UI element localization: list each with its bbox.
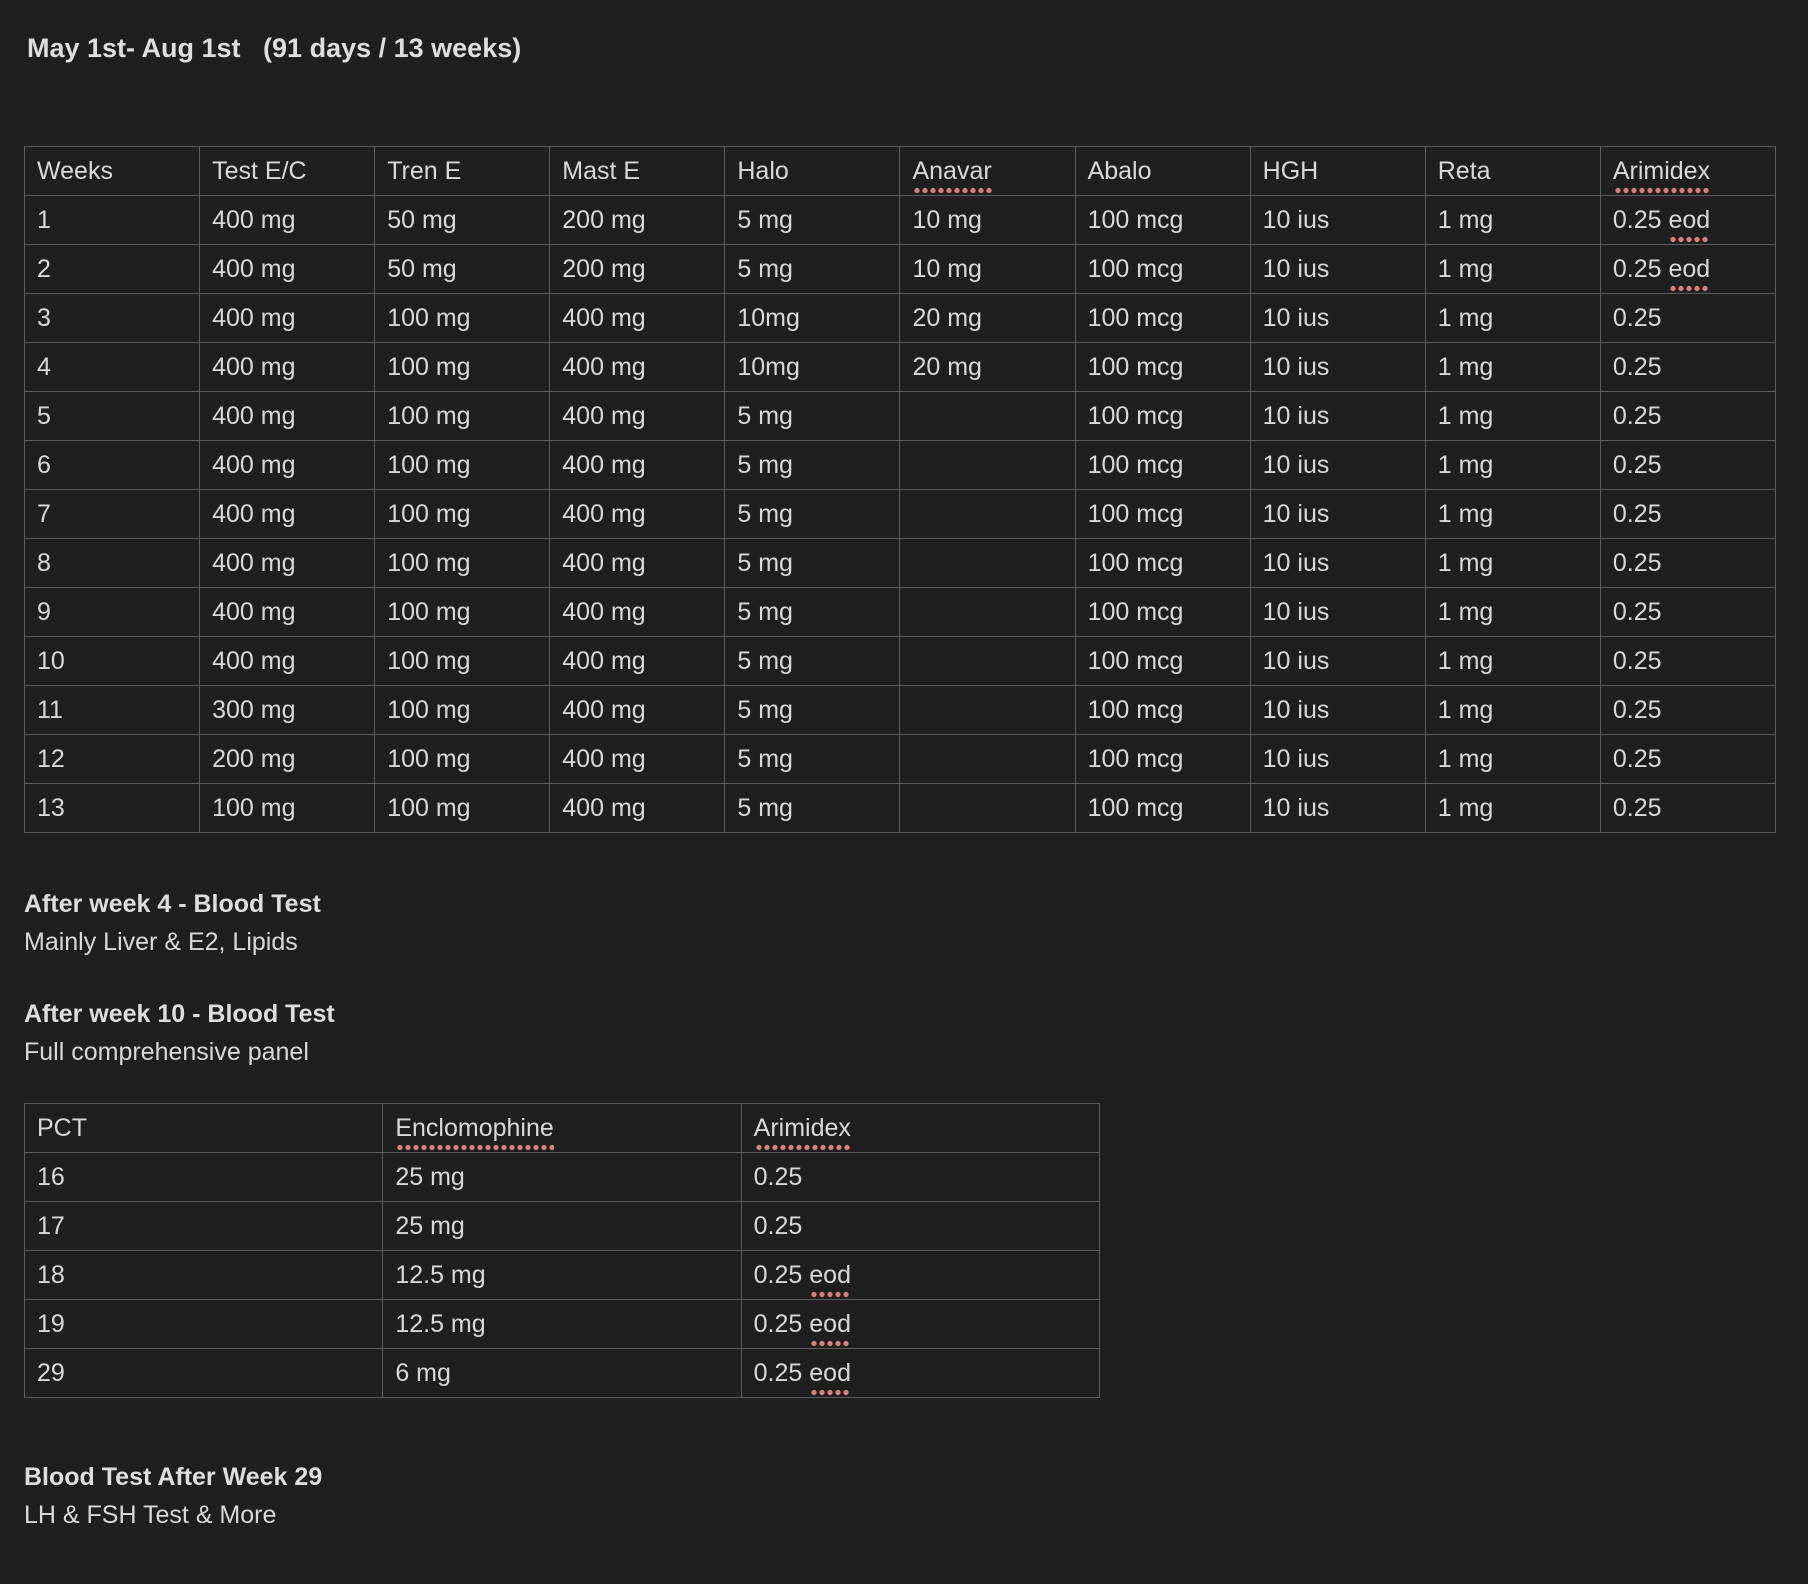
table-cell: 5 mg xyxy=(725,245,900,294)
table-cell: 5 mg xyxy=(725,784,900,833)
table-cell: 100 mcg xyxy=(1075,245,1250,294)
table-cell xyxy=(900,539,1075,588)
table-cell: 10mg xyxy=(725,294,900,343)
table-cell: 1 mg xyxy=(1425,539,1600,588)
table-cell: 200 mg xyxy=(550,245,725,294)
blood-test-note-week10 xyxy=(24,995,1784,1071)
table-cell: 100 mg xyxy=(375,686,550,735)
table-cell: 100 mg xyxy=(375,294,550,343)
table-cell: 400 mg xyxy=(200,588,375,637)
table-row xyxy=(25,539,1776,588)
table-cell: 400 mg xyxy=(550,343,725,392)
table-cell: 25 mg xyxy=(383,1202,741,1251)
table-row xyxy=(25,343,1776,392)
table-row xyxy=(25,1202,1100,1251)
table-cell: 10 ius xyxy=(1250,245,1425,294)
table-row xyxy=(25,245,1776,294)
table-cell: 10 ius xyxy=(1250,392,1425,441)
table-cell: 0.25 xyxy=(1600,294,1775,343)
column-header: Test E/C xyxy=(200,147,375,196)
table-row xyxy=(25,1153,1100,1202)
table-cell: 400 mg xyxy=(200,392,375,441)
note-title: After week 4 - Blood Test xyxy=(24,890,321,918)
table-cell: 100 mg xyxy=(375,539,550,588)
table-cell: 100 mcg xyxy=(1075,343,1250,392)
table-cell: 50 mg xyxy=(375,245,550,294)
table-cell: 400 mg xyxy=(550,735,725,784)
table-cell: 12 xyxy=(25,735,200,784)
table-cell: 1 mg xyxy=(1425,294,1600,343)
note-title: Blood Test After Week 29 xyxy=(24,1463,323,1491)
table-cell: 20 mg xyxy=(900,343,1075,392)
table-cell: 17 xyxy=(25,1202,383,1251)
note-body: LH & FSH Test & More xyxy=(24,1501,277,1529)
table-cell: 0.25 xyxy=(741,1153,1099,1202)
table-cell: 100 mcg xyxy=(1075,392,1250,441)
table-row xyxy=(25,637,1776,686)
table-cell: 5 mg xyxy=(725,539,900,588)
table-cell: 50 mg xyxy=(375,196,550,245)
page-title: May 1st- Aug 1st (91 days / 13 weeks) xyxy=(27,33,522,63)
column-header xyxy=(1600,147,1775,196)
table-cell: 100 mcg xyxy=(1075,735,1250,784)
table-cell: 200 mg xyxy=(200,735,375,784)
table-cell: 0.25 xyxy=(1600,784,1775,833)
table-cell: 0.25 xyxy=(741,1202,1099,1251)
table-cell: 18 xyxy=(25,1251,383,1300)
column-header: Weeks xyxy=(25,147,200,196)
table-cell: 8 xyxy=(25,539,200,588)
table-cell: 100 mcg xyxy=(1075,588,1250,637)
column-header xyxy=(741,1104,1099,1153)
table-cell: 400 mg xyxy=(550,392,725,441)
table-cell: 0.25 eod xyxy=(1600,245,1775,294)
table-cell: 3 xyxy=(25,294,200,343)
table-cell: 9 xyxy=(25,588,200,637)
table-cell: 2 xyxy=(25,245,200,294)
table-cell: 400 mg xyxy=(200,637,375,686)
table-cell: 1 mg xyxy=(1425,343,1600,392)
table-cell: 400 mg xyxy=(200,294,375,343)
table-cell: 400 mg xyxy=(550,539,725,588)
table-cell: 0.25 xyxy=(1600,588,1775,637)
table-cell: 100 mcg xyxy=(1075,196,1250,245)
table-cell: 100 mg xyxy=(375,441,550,490)
table-cell: 100 mcg xyxy=(1075,490,1250,539)
cycle-schedule-table xyxy=(24,146,1776,833)
table-row xyxy=(25,784,1776,833)
table-cell: 400 mg xyxy=(200,490,375,539)
table-row xyxy=(25,1300,1100,1349)
pct-schedule-table xyxy=(24,1103,1100,1398)
table-cell: 10 ius xyxy=(1250,490,1425,539)
column-header: Mast E xyxy=(550,147,725,196)
table-cell: 6 xyxy=(25,441,200,490)
table-cell: 1 mg xyxy=(1425,392,1600,441)
misspelled-word: Arimidex xyxy=(1613,157,1710,194)
table-cell xyxy=(900,784,1075,833)
table-cell: 12.5 mg xyxy=(383,1300,741,1349)
column-header xyxy=(383,1104,741,1153)
table-cell: 10 ius xyxy=(1250,735,1425,784)
table-cell: 400 mg xyxy=(200,343,375,392)
column-header: HGH xyxy=(1250,147,1425,196)
table-cell xyxy=(900,441,1075,490)
misspelled-word: Arimidex xyxy=(754,1114,851,1151)
column-header xyxy=(900,147,1075,196)
table-cell xyxy=(900,392,1075,441)
table-cell: 100 mg xyxy=(375,490,550,539)
table-cell: 100 mcg xyxy=(1075,441,1250,490)
table-cell: 5 mg xyxy=(725,392,900,441)
table-cell: 1 mg xyxy=(1425,441,1600,490)
table-row xyxy=(25,686,1776,735)
table-cell: 100 mg xyxy=(375,784,550,833)
table-cell: 25 mg xyxy=(383,1153,741,1202)
table-cell: 1 mg xyxy=(1425,490,1600,539)
misspelled-word: eod xyxy=(809,1310,851,1347)
table-cell: 6 mg xyxy=(383,1349,741,1398)
table-cell: 100 mcg xyxy=(1075,539,1250,588)
note-title: After week 10 - Blood Test xyxy=(24,1000,335,1028)
table-cell: 400 mg xyxy=(550,441,725,490)
table-cell: 0.25 xyxy=(1600,441,1775,490)
table-cell: 400 mg xyxy=(550,784,725,833)
table-row xyxy=(25,196,1776,245)
blood-test-note-week4 xyxy=(24,885,1784,961)
table-cell: 16 xyxy=(25,1153,383,1202)
column-header: Halo xyxy=(725,147,900,196)
table-cell: 100 mg xyxy=(375,588,550,637)
note-body: Mainly Liver & E2, Lipids xyxy=(24,928,298,956)
misspelled-word: Anavar xyxy=(912,157,991,194)
table-cell: 5 mg xyxy=(725,196,900,245)
table-cell: 1 mg xyxy=(1425,784,1600,833)
table-cell: 400 mg xyxy=(200,539,375,588)
misspelled-word: eod xyxy=(809,1261,851,1298)
header-row xyxy=(25,1104,1100,1153)
table-cell: 100 mg xyxy=(375,392,550,441)
table-cell: 0.25 xyxy=(1600,539,1775,588)
table-cell: 100 mg xyxy=(200,784,375,833)
table-cell: 1 mg xyxy=(1425,245,1600,294)
table-cell: 0.25 xyxy=(1600,686,1775,735)
table-cell: 0.25 xyxy=(1600,637,1775,686)
table-cell: 10 ius xyxy=(1250,588,1425,637)
table-cell: 10 xyxy=(25,637,200,686)
misspelled-word: eod xyxy=(1668,255,1710,292)
table-cell: 20 mg xyxy=(900,294,1075,343)
table-cell: 12.5 mg xyxy=(383,1251,741,1300)
table-cell: 10 mg xyxy=(900,196,1075,245)
table-cell: 10 ius xyxy=(1250,196,1425,245)
table-cell: 13 xyxy=(25,784,200,833)
table-cell: 1 mg xyxy=(1425,588,1600,637)
table-cell: 100 mg xyxy=(375,735,550,784)
table-cell xyxy=(900,490,1075,539)
table-cell: 100 mcg xyxy=(1075,294,1250,343)
misspelled-word: eod xyxy=(809,1359,851,1396)
misspelled-word: eod xyxy=(1668,206,1710,243)
table-row xyxy=(25,392,1776,441)
table-row xyxy=(25,490,1776,539)
table-cell: 19 xyxy=(25,1300,383,1349)
table-cell: 0.25 xyxy=(1600,490,1775,539)
table-cell: 0.25 eod xyxy=(741,1349,1099,1398)
table-cell: 400 mg xyxy=(550,588,725,637)
table-cell: 5 mg xyxy=(725,588,900,637)
misspelled-word: Enclomophine xyxy=(395,1114,553,1151)
table-cell: 11 xyxy=(25,686,200,735)
table-cell xyxy=(900,588,1075,637)
table-cell: 10 ius xyxy=(1250,294,1425,343)
table-cell: 29 xyxy=(25,1349,383,1398)
table-cell: 400 mg xyxy=(550,294,725,343)
table-row xyxy=(25,441,1776,490)
blood-test-note-week29 xyxy=(24,1458,1784,1534)
table-cell xyxy=(900,637,1075,686)
table-cell: 10 ius xyxy=(1250,686,1425,735)
table-cell: 1 mg xyxy=(1425,686,1600,735)
table-cell: 100 mcg xyxy=(1075,637,1250,686)
table-cell: 10 ius xyxy=(1250,343,1425,392)
table-row xyxy=(25,294,1776,343)
table-cell: 10mg xyxy=(725,343,900,392)
table-cell: 300 mg xyxy=(200,686,375,735)
table-cell: 400 mg xyxy=(550,490,725,539)
table-cell xyxy=(900,686,1075,735)
table-cell: 100 mcg xyxy=(1075,686,1250,735)
table-cell: 0.25 eod xyxy=(741,1300,1099,1349)
table-cell: 4 xyxy=(25,343,200,392)
table-cell: 10 ius xyxy=(1250,637,1425,686)
table-cell: 100 mcg xyxy=(1075,784,1250,833)
table-cell: 0.25 eod xyxy=(741,1251,1099,1300)
table-row xyxy=(25,588,1776,637)
table-cell: 5 xyxy=(25,392,200,441)
table-cell: 1 mg xyxy=(1425,735,1600,784)
table-cell: 5 mg xyxy=(725,441,900,490)
table-cell: 0.25 xyxy=(1600,343,1775,392)
table-cell: 100 mg xyxy=(375,343,550,392)
table-cell: 1 mg xyxy=(1425,196,1600,245)
column-header: PCT xyxy=(25,1104,383,1153)
table-cell: 10 ius xyxy=(1250,441,1425,490)
table-cell: 5 mg xyxy=(725,686,900,735)
table-row xyxy=(25,735,1776,784)
table-cell: 10 ius xyxy=(1250,784,1425,833)
table-cell xyxy=(900,735,1075,784)
table-cell: 5 mg xyxy=(725,490,900,539)
table-cell: 1 xyxy=(25,196,200,245)
table-cell: 7 xyxy=(25,490,200,539)
table-cell: 200 mg xyxy=(550,196,725,245)
table-cell: 400 mg xyxy=(550,637,725,686)
table-cell: 1 mg xyxy=(1425,637,1600,686)
table-cell: 400 mg xyxy=(200,245,375,294)
table-cell: 0.25 xyxy=(1600,735,1775,784)
header-row xyxy=(25,147,1776,196)
column-header: Tren E xyxy=(375,147,550,196)
column-header: Reta xyxy=(1425,147,1600,196)
table-cell: 400 mg xyxy=(200,196,375,245)
table-cell: 400 mg xyxy=(550,686,725,735)
table-cell: 100 mg xyxy=(375,637,550,686)
table-cell: 400 mg xyxy=(200,441,375,490)
column-header: Abalo xyxy=(1075,147,1250,196)
table-cell: 5 mg xyxy=(725,637,900,686)
note-body: Full comprehensive panel xyxy=(24,1038,309,1066)
table-cell: 0.25 eod xyxy=(1600,196,1775,245)
table-row xyxy=(25,1349,1100,1398)
table-cell: 10 ius xyxy=(1250,539,1425,588)
table-cell: 5 mg xyxy=(725,735,900,784)
table-cell: 10 mg xyxy=(900,245,1075,294)
table-row xyxy=(25,1251,1100,1300)
table-cell: 0.25 xyxy=(1600,392,1775,441)
